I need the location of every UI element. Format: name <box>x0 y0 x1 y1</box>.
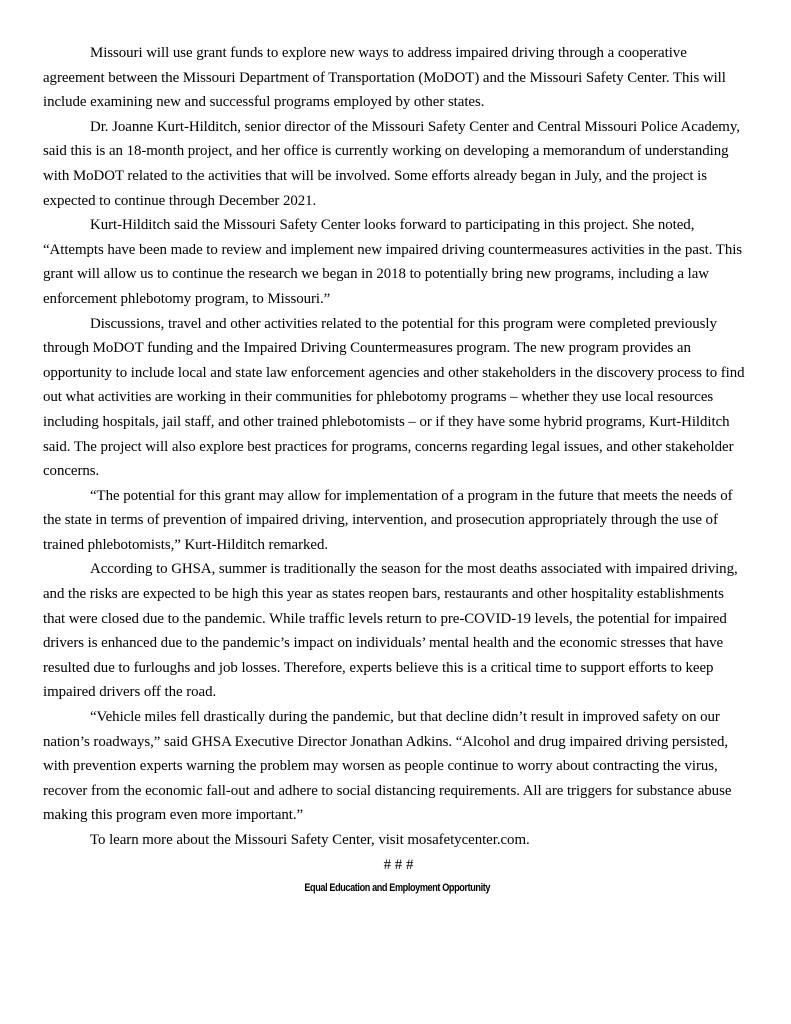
paragraph-adkins-quote: “Vehicle miles fell drastically during the pandemic, but that decline didn’t result in improved safety on our nation’s roadways,” said GHSA Executive Director Jonathan Adkins. “Alcohol and drug impaired driving persisted, with prevention experts warning the problem may worsen as people continue to worry about contracting the virus, recover from the economic fall-out and adhere to social distancing requirements. All are triggers for substance abuse making this program even more important.” <box>43 709 732 824</box>
end-mark: # # # <box>383 856 414 873</box>
footer-eeo-statement: Equal Education and Employment Opportunity <box>304 882 491 895</box>
paragraph-grant-potential: “The potential for this grant may allow for implementation of a program in the future that meets the needs of the state in terms of prevention of impaired driving, intervention, and prosecution appropriately through the use of trained phlebotomists,” Kurt-Hilditch remarked. <box>43 487 733 553</box>
paragraph-program-discussion: Discussions, travel and other activities related to the potential for this program were completed previously through MoDOT funding and the Impaired Driving Countermeasures program. The new program provides an opportunity to include local and state law enforcement agencies and other stakeholders in the discovery process to find out what activities are working in their communities for phlebotomy programs – whether they use local resources including hospitals, jail staff, and other trained phlebotomists – or if they have some hybrid programs, Kurt-Hilditch said. The project will also explore best practices for programs, concerns regarding legal issues, and other stakeholder concerns. <box>43 315 745 480</box>
paragraph-learn-more: To learn more about the Missouri Safety Center, visit mosafetycenter.com. <box>90 832 530 848</box>
paragraph-grant-intro: Missouri will use grant funds to explore new ways to address impaired driving through a cooperative agreement between the Missouri Department of Transportation (MoDOT) and the Missouri Safety Center. This will include examining new and successful programs employed by other states. <box>43 45 726 111</box>
paragraph-kurt-hilditch-quote: Kurt-Hilditch said the Missouri Safety Center looks forward to participating in this project. She noted, “Attempts have been made to review and implement new impaired driving countermeasures activities in the past. This grant will allow us to continue the research we began in 2018 to potentially bring new programs, including a law enforcement phlebotomy program, to Missouri.” <box>43 217 743 307</box>
paragraph-project-timeline: Dr. Joanne Kurt-Hilditch, senior director of the Missouri Safety Center and Central Missouri Police Academy, said this is an 18-month project, and her office is currently working on developing a memorandum of understanding with MoDOT related to the activities that will be involved. Some efforts already began in July, and the project is expected to continue through December 2021. <box>43 118 740 209</box>
paragraph-ghsa-summer: According to GHSA, summer is traditionally the season for the most deaths associated with impaired driving, and the risks are expected to be high this year as states reopen bars, restaurants and other hospitality establishments that were closed due to the pandemic. While traffic levels return to pre-COVID-19 levels, the potential for impaired drivers is enhanced due to the pandemic’s impact on individuals’ mental health and the economic stresses that have resulted due to furloughs and job losses. Therefore, experts believe this is a critical time to support efforts to keep impaired drivers off the road. <box>43 561 738 701</box>
